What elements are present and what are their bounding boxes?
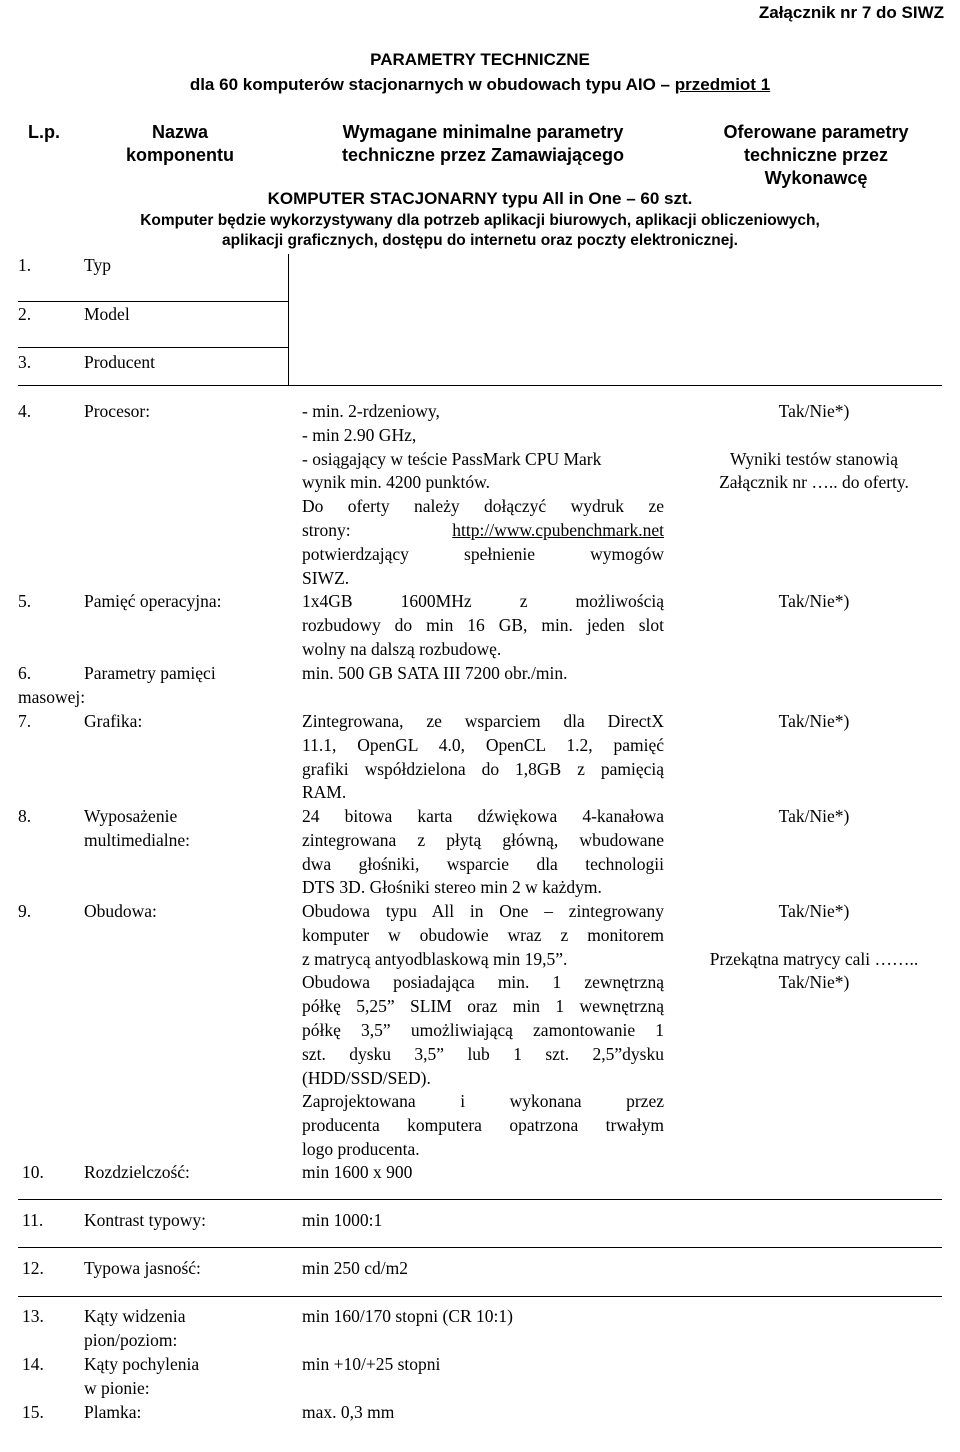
req-line: SIWZ. xyxy=(302,567,350,588)
header-offered-params xyxy=(688,121,944,190)
req-line: wolny na dalszą rozbudowę. xyxy=(302,638,502,659)
req-line: logo producenta. xyxy=(302,1138,420,1159)
offer-line: Tak/Nie*) xyxy=(778,711,850,731)
row-number: 2. xyxy=(18,304,32,324)
row-offer xyxy=(686,590,942,614)
req-line: Zaprojektowana i wykonana przez xyxy=(302,1091,664,1112)
row-name xyxy=(84,805,294,853)
offer-line: Tak/Nie*) xyxy=(778,806,850,826)
row-requirements xyxy=(302,900,664,1162)
row-number: 10. xyxy=(22,1162,44,1182)
section-title: KOMPUTER STACJONARNY typu All in One – 60 szt. xyxy=(267,189,693,208)
req-line: min 1000:1 xyxy=(302,1210,383,1230)
row-offer xyxy=(686,400,942,495)
divider xyxy=(18,1247,942,1248)
req-line: komputer w obudowie wraz z monitorem xyxy=(302,924,664,945)
header-off-line: Wykonawcę xyxy=(764,168,868,188)
offer-line: Tak/Nie*) xyxy=(778,591,850,611)
row-name: Typowa jasność: xyxy=(84,1258,201,1278)
header-component-name xyxy=(80,121,280,167)
header-off-line: Oferowane parametry xyxy=(723,122,909,142)
doc-subtitle-underlined: przedmiot 1 xyxy=(674,75,771,94)
req-line: min. 500 GB SATA III 7200 obr./min. xyxy=(302,663,568,683)
row-name: Producent xyxy=(84,352,155,372)
offer-line: Przekątna matrycy cali …….. xyxy=(709,948,919,969)
row-requirements xyxy=(302,1401,664,1425)
req-line: - min. 2-rdzeniowy, xyxy=(302,401,440,421)
row-requirements xyxy=(302,400,664,590)
row-name: Model xyxy=(84,304,130,324)
req-line: rozbudowy do min 16 GB, min. jeden slot xyxy=(302,614,664,635)
row-number: 7. xyxy=(18,711,32,731)
req-line: Obudowa posiadająca min. 1 zewnętrzną xyxy=(302,972,664,993)
row-name: Pamięć operacyjna: xyxy=(84,591,222,611)
row-requirements xyxy=(302,1161,664,1185)
req-line: max. 0,3 mm xyxy=(302,1402,395,1422)
row-number: 13. xyxy=(22,1306,44,1326)
row-name xyxy=(84,662,294,686)
row-name-line: w pionie: xyxy=(84,1377,150,1398)
header-required-params xyxy=(296,121,670,167)
req-line: grafiki współdzielona do 1,8GB z pamięcią xyxy=(302,758,664,779)
row-requirements xyxy=(302,590,664,661)
offer-line: Załącznik nr ….. do oferty. xyxy=(719,472,909,493)
row-requirements xyxy=(302,662,664,686)
offer-line: Tak/Nie*) xyxy=(778,972,850,993)
req-line: min 250 cd/m2 xyxy=(302,1258,408,1278)
divider xyxy=(18,301,289,302)
row-name-line: Kąty pochylenia xyxy=(84,1354,200,1374)
row-name xyxy=(84,1305,294,1353)
header-off-line: techniczne przez xyxy=(743,145,889,165)
offer-line: Wyniki testów stanowią xyxy=(729,448,899,469)
header-lp: L.p. xyxy=(28,122,60,142)
row-requirements xyxy=(302,1353,664,1377)
divider xyxy=(18,385,942,386)
row-offer xyxy=(686,805,942,829)
row-number: 12. xyxy=(22,1258,44,1278)
req-line: z matrycą antyodblaskową min 19,5”. xyxy=(302,948,568,969)
req-line: potwierdzający spełnienie wymogów xyxy=(302,543,664,564)
offer-line: Tak/Nie*) xyxy=(778,401,850,421)
req-line: Zintegrowana, ze wsparciem dla DirectX xyxy=(302,711,664,731)
offer-line: Tak/Nie*) xyxy=(778,901,850,921)
header-req-line: Wymagane minimalne parametry xyxy=(342,122,624,142)
row-name-line: pion/poziom: xyxy=(84,1329,178,1350)
row-number: 14. xyxy=(22,1354,44,1374)
row-requirements xyxy=(302,1257,664,1281)
req-line: RAM. xyxy=(302,782,347,803)
row-name-line: Kąty widzenia xyxy=(84,1306,186,1326)
req-line: min 160/170 stopni (CR 10:1) xyxy=(302,1306,513,1326)
row-name: Typ xyxy=(84,255,111,275)
req-text: strony: xyxy=(302,519,351,540)
cpubenchmark-link[interactable]: http://www.cpubenchmark.net xyxy=(452,519,664,540)
req-line: półkę 3,5” umożliwiającą zamontowanie 1 xyxy=(302,1019,664,1040)
row-name: Rozdzielczość: xyxy=(84,1162,190,1182)
row-requirements xyxy=(302,710,664,805)
header-name-line: komponentu xyxy=(126,145,234,165)
row-number: 8. xyxy=(18,806,32,826)
divider xyxy=(18,1199,942,1200)
doc-subtitle xyxy=(0,75,960,95)
section-desc-line: aplikacji graficznych, dostępu do internetu oraz poczty elektronicznej. xyxy=(222,232,738,249)
req-line: dwa głośniki, wsparcie dla technologii xyxy=(302,853,664,874)
row-number: 5. xyxy=(18,591,32,611)
row-name: Obudowa: xyxy=(84,901,157,921)
req-line: Obudowa typu All in One – zintegrowany xyxy=(302,901,664,921)
req-line: wynik min. 4200 punktów. xyxy=(302,472,490,493)
offer-spacer xyxy=(686,924,942,948)
row-number: 15. xyxy=(22,1402,44,1422)
header-name-line: Nazwa xyxy=(151,122,209,142)
row-name xyxy=(84,1353,294,1401)
req-line: min 1600 x 900 xyxy=(302,1162,413,1182)
row-requirements xyxy=(302,1305,664,1329)
attachment-label: Załącznik nr 7 do SIWZ xyxy=(758,3,944,22)
req-line: producenta komputera opatrzona trwałym xyxy=(302,1115,664,1136)
header-req-line: techniczne przez Zamawiającego xyxy=(341,145,625,165)
req-line: 1x4GB 1600MHz z możliwością xyxy=(302,591,664,611)
row-name-line: multimedialne: xyxy=(84,829,190,850)
req-line: szt. dysku 3,5” lub 1 szt. 2,5”dysku xyxy=(302,1043,664,1064)
offer-spacer xyxy=(686,424,942,448)
req-line: DTS 3D. Głośniki stereo min 2 w każdym. xyxy=(302,877,602,898)
doc-title: PARAMETRY TECHNICZNE xyxy=(370,50,590,69)
req-line: zintegrowana z płytą główną, wbudowane xyxy=(302,829,664,850)
row-number: 9. xyxy=(18,901,32,921)
req-line: Do oferty należy dołączyć wydruk ze xyxy=(302,496,664,517)
req-line: (HDD/SSD/SED). xyxy=(302,1067,431,1088)
req-line: - min 2.90 GHz, xyxy=(302,424,417,445)
row-number: 4. xyxy=(18,401,32,421)
section-description xyxy=(18,211,942,251)
req-line xyxy=(302,519,664,543)
row-number: 3. xyxy=(18,352,32,372)
row-requirements xyxy=(302,805,664,900)
row-name: Grafika: xyxy=(84,711,143,731)
row-name-line: Parametry pamięci xyxy=(84,663,216,683)
row-number: 11. xyxy=(22,1210,44,1230)
row-name: Procesor: xyxy=(84,401,151,421)
req-line: min +10/+25 stopni xyxy=(302,1354,441,1374)
req-line: 24 bitowa karta dźwiękowa 4-kanałowa xyxy=(302,806,664,826)
req-line: 11.1, OpenGL 4.0, OpenCL 1.2, pamięć xyxy=(302,734,664,755)
divider xyxy=(18,347,289,348)
row-offer xyxy=(686,900,942,995)
row-requirements xyxy=(302,1209,664,1233)
section-desc-line: Komputer będzie wykorzystywany dla potrzeb aplikacji biurowych, aplikacji obliczeniowych, xyxy=(140,212,820,229)
row-name: Plamka: xyxy=(84,1402,142,1422)
doc-subtitle-text: dla 60 komputerów stacjonarnych w obudowach typu AIO – xyxy=(189,75,671,94)
row-offer xyxy=(686,710,942,734)
row-name: Kontrast typowy: xyxy=(84,1210,207,1230)
req-line: - osiągający w teście PassMark CPU Mark xyxy=(302,448,602,469)
divider xyxy=(18,1296,942,1297)
row-number: 1. xyxy=(18,255,32,275)
row-number: 6. xyxy=(18,663,32,683)
row-name-continued: masowej: xyxy=(18,686,86,707)
req-line: półkę 5,25” SLIM oraz min 1 wewnętrzną xyxy=(302,996,664,1017)
row-name-line: Wyposażenie xyxy=(84,806,178,826)
